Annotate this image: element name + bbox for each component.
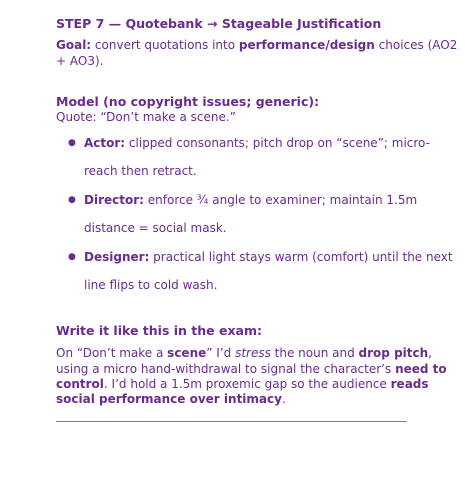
exam-line-2: using a micro hand-withdrawal to signal the character’s need to [56, 362, 447, 376]
step-title: STEP 7 — Quotebank → Stageable Justification [56, 16, 382, 31]
divider [56, 421, 407, 422]
bullet-dot-icon: ● [68, 252, 76, 262]
model-quote: Quote: “Don’t make a scene.” [56, 110, 236, 124]
bullet-actor: ● Actor: clipped consonants; pitch drop on “scene”; micro- reach then retract. [56, 129, 396, 185]
goal-label: Goal: [56, 38, 92, 52]
model-heading: Model (no copyright issues; generic): [56, 94, 320, 109]
bullet-designer: ● Designer: practical light stays warm (comfort) until the next line flips to cold wash. [56, 243, 396, 299]
exam-heading: Write it like this in the exam: [56, 323, 262, 338]
exam-line-1: On “Don’t make a scene” I’d stress the noun and drop pitch, [56, 346, 432, 360]
bullet-director: ● Director: enforce ¾ angle to examiner; maintain 1.5m distance = social mask. [56, 186, 396, 242]
exam-line-3: control. I’d hold a 1.5m proxemic gap so the audience reads [56, 377, 429, 391]
bullet-dot-icon: ● [68, 195, 76, 205]
model-bullet-list [56, 129, 453, 300]
goal-line-1: Goal: convert quotations into performance/design choices (AO2 [56, 38, 458, 52]
bullet-dot-icon: ● [68, 138, 76, 148]
exam-line-4: social performance over intimacy. [56, 392, 286, 406]
goal-line-2: + AO3). [56, 54, 104, 68]
